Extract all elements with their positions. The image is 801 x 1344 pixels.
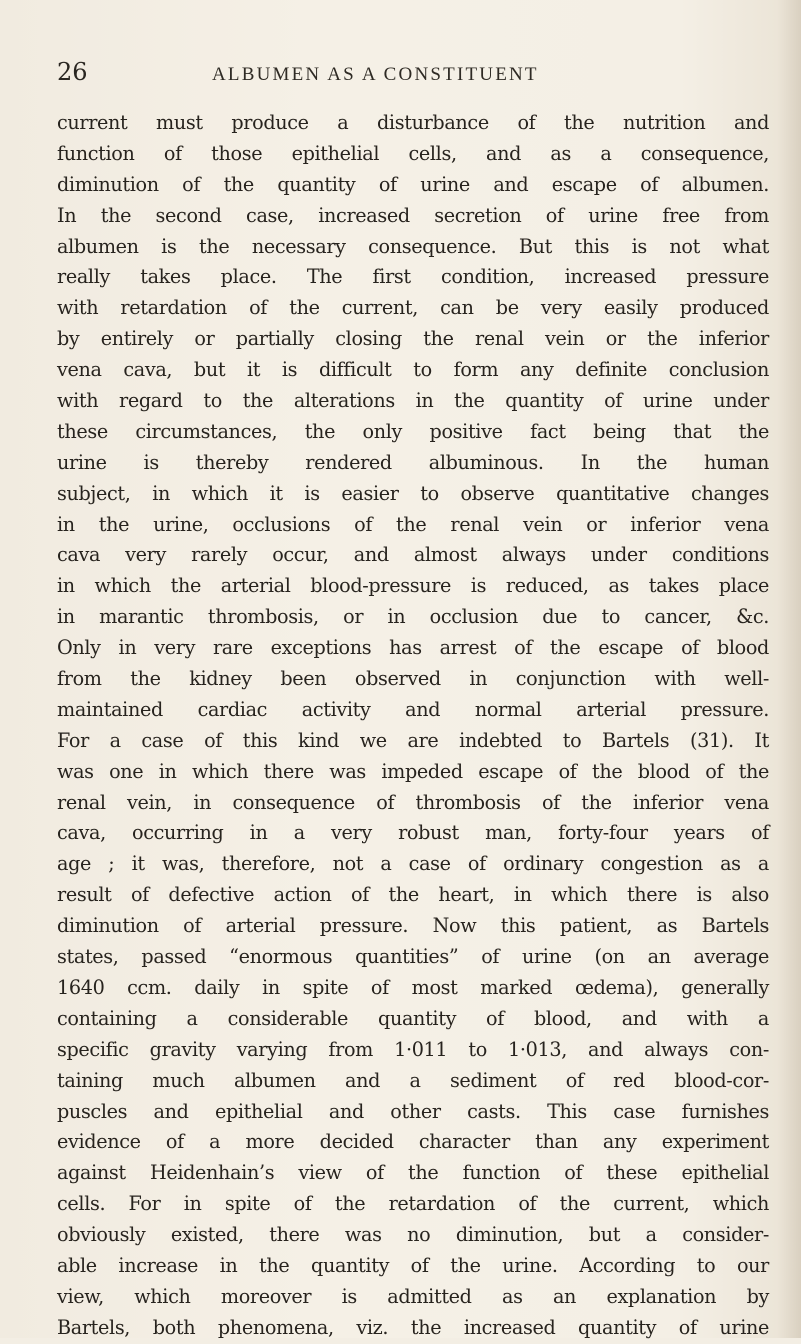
text-line: cells. For in spite of the retardation of the current, which — [57, 1192, 769, 1216]
text-line: cava, occurring in a very robust man, forty-four years of — [57, 821, 769, 845]
text-line: with regard to the alterations in the quantity of urine under — [57, 389, 769, 413]
text-line: obviously existed, there was no diminution, but a consider- — [57, 1223, 769, 1247]
text-line: against Heidenhain’s view of the function of these epithelial — [57, 1161, 769, 1185]
text-line: evidence of a more decided character than any experiment — [57, 1130, 769, 1154]
text-line: result of defective action of the heart, in which there is also — [57, 883, 769, 907]
text-line: taining much albumen and a sediment of red blood-cor- — [57, 1068, 769, 1092]
text-line: Only in very rare exceptions has arrest of the escape of blood — [57, 636, 769, 660]
text-line: states, passed “enormous quantities” of urine (on an average — [57, 945, 769, 969]
text-line: vena cava, but it is difficult to form any definite conclusion — [57, 358, 769, 382]
text-line: renal vein, in consequence of thrombosis of the inferior vena — [57, 790, 769, 814]
page-number: 26 — [57, 58, 88, 86]
text-line: function of those epithelial cells, and as a consequence, — [57, 141, 769, 165]
text-line: subject, in which it is easier to observe quantitative changes — [57, 481, 769, 505]
text-line: maintained cardiac activity and normal arterial pressure. — [57, 697, 769, 721]
text-line: in marantic thrombosis, or in occlusion due to cancer, &c. — [57, 605, 769, 629]
text-line: Bartels, both phenomena, viz. the increased quantity of urine — [57, 1315, 769, 1339]
text-line: puscles and epithelial and other casts. This case furnishes — [57, 1099, 769, 1123]
text-line: from the kidney been observed in conjunction with well- — [57, 667, 769, 691]
text-line: view, which moreover is admitted as an explanation by — [57, 1284, 769, 1308]
text-line: containing a considerable quantity of blood, and with a — [57, 1006, 769, 1030]
running-title: ALBUMEN AS A CONSTITUENT — [212, 64, 539, 85]
text-line: cava very rarely occur, and almost always under conditions — [57, 543, 769, 567]
text-line: diminution of the quantity of urine and escape of albumen. — [57, 172, 769, 196]
text-line: these circumstances, the only positive fact being that the — [57, 419, 769, 443]
text-line: 1640 ccm. daily in spite of most marked œdema), generally — [57, 975, 769, 999]
text-line: current must produce a disturbance of the nutrition and — [57, 111, 769, 134]
text-line: with retardation of the current, can be very easily produced — [57, 296, 769, 320]
text-line: in which the arterial blood-pressure is reduced, as takes place — [57, 574, 769, 598]
text-line: albumen is the necessary consequence. But this is not what — [57, 234, 769, 258]
text-line: by entirely or partially closing the renal vein or the inferior — [57, 327, 769, 351]
text-line: diminution of arterial pressure. Now this patient, as Bartels — [57, 914, 769, 938]
text-line: For a case of this kind we are indebted to Bartels (31). It — [57, 728, 769, 752]
text-line: age ; it was, therefore, not a case of ordinary congestion as a — [57, 852, 769, 876]
text-line: In the second case, increased secretion of urine free from — [57, 203, 769, 227]
text-line: was one in which there was impeded escape of the blood of the — [57, 759, 769, 783]
text-line: in the urine, occlusions of the renal vein or inferior vena — [57, 512, 769, 536]
text-line: urine is thereby rendered albuminous. In the human — [57, 450, 769, 474]
text-line: really takes place. The first condition, increased pressure — [57, 265, 769, 289]
text-line: specific gravity varying from 1·011 to 1·013, and always con- — [57, 1037, 769, 1061]
text-line: able increase in the quantity of the urine. According to our — [57, 1253, 769, 1277]
body-text — [57, 108, 769, 1344]
